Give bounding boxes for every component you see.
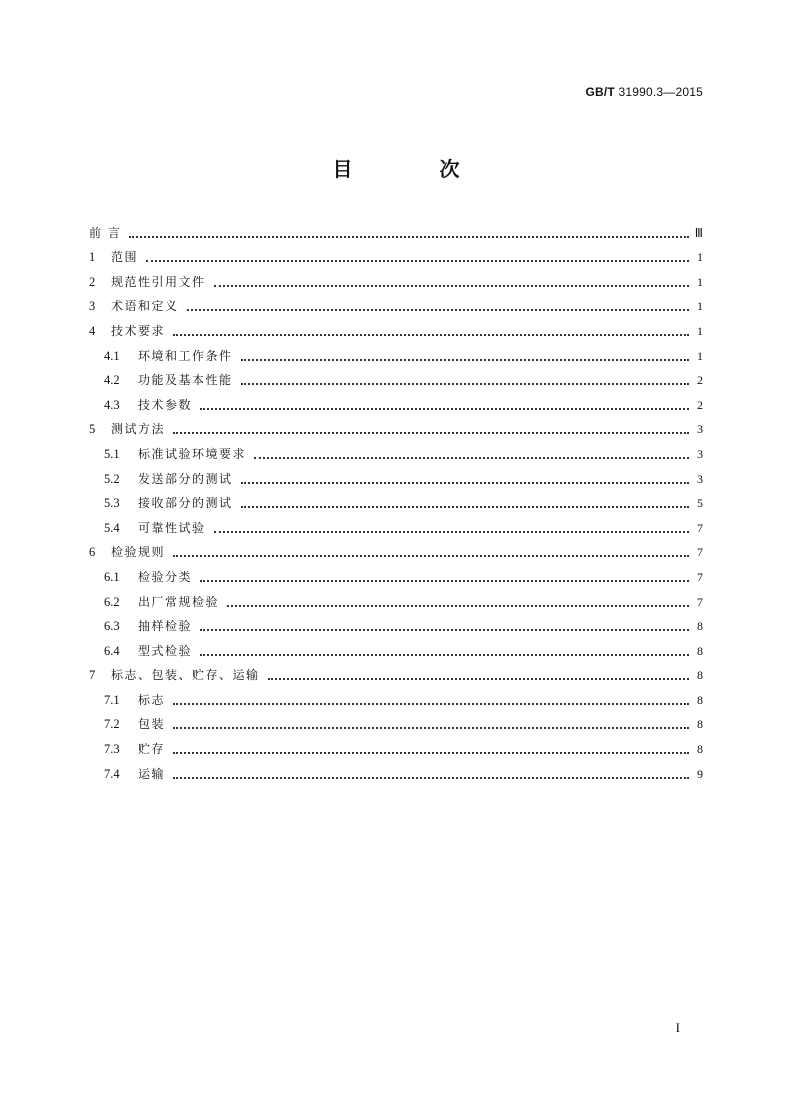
- toc-entry-label: 型式检验: [138, 643, 193, 658]
- toc-entry[interactable]: [89, 708, 703, 733]
- standard-code-number: 31990.3—2015: [618, 85, 703, 99]
- toc-entry[interactable]: [89, 560, 703, 585]
- toc-leader-dots: [241, 482, 689, 484]
- toc-entry-label: 功能及基本性能: [138, 373, 233, 388]
- toc-leader-dots: [227, 605, 689, 607]
- toc-entry-number: 5.4: [104, 520, 120, 535]
- toc-entry-page: 8: [697, 619, 703, 634]
- toc-leader-dots: [173, 555, 689, 557]
- toc-leader-dots: [200, 580, 689, 582]
- toc-entry-page: 3: [697, 422, 703, 437]
- toc-entry-number: 1: [89, 250, 96, 265]
- toc-entry[interactable]: [89, 364, 703, 389]
- toc-leader-dots: [146, 260, 689, 262]
- toc-entry[interactable]: [89, 290, 703, 315]
- toc-entry-number: 4.3: [104, 397, 120, 412]
- toc-leader-dots: [200, 629, 689, 631]
- toc-entry-page: 9: [697, 766, 703, 781]
- toc-entry-page: Ⅲ: [694, 225, 703, 240]
- toc-leader-dots: [173, 334, 689, 336]
- toc-entry-label: 前 言: [89, 225, 122, 240]
- toc-entry-label: 运输: [138, 766, 166, 781]
- toc-entry-label: 测试方法: [111, 422, 166, 437]
- toc-entry[interactable]: [89, 388, 703, 413]
- toc-entry-number: 6.4: [104, 643, 120, 658]
- toc-leader-dots: [173, 727, 689, 729]
- toc-leader-dots: [214, 531, 689, 533]
- toc-entry[interactable]: [89, 659, 703, 684]
- standard-code-prefix: GB/T: [585, 85, 615, 99]
- toc-entry-number: 7.4: [104, 766, 120, 781]
- toc-entry-number: 5.2: [104, 471, 120, 486]
- toc-entry-page: 3: [697, 446, 703, 461]
- toc-entry-label: 检验规则: [111, 545, 166, 560]
- toc-entry-number: 4.2: [104, 373, 120, 388]
- toc-entry-label: 技术要求: [111, 323, 166, 338]
- toc-entry[interactable]: [89, 536, 703, 561]
- table-of-contents: [89, 216, 703, 782]
- toc-leader-dots: [241, 506, 689, 508]
- toc-leader-dots: [200, 408, 689, 410]
- toc-entry-label: 标准试验环境要求: [138, 446, 247, 461]
- toc-entry-number: 7.2: [104, 717, 120, 732]
- toc-entry-label: 接收部分的测试: [138, 496, 233, 511]
- toc-leader-dots: [173, 777, 689, 779]
- toc-leader-dots: [173, 752, 689, 754]
- toc-entry-label: 术语和定义: [111, 299, 179, 314]
- toc-entry-label: 出厂常规检验: [138, 594, 220, 609]
- toc-entry-label: 技术参数: [138, 397, 193, 412]
- toc-entry-page: 8: [697, 717, 703, 732]
- toc-entry-number: 5.1: [104, 446, 120, 461]
- toc-entry-number: 7.3: [104, 742, 120, 757]
- toc-entry-number: 6.2: [104, 594, 120, 609]
- toc-leader-dots: [173, 703, 689, 705]
- toc-entry[interactable]: [89, 732, 703, 757]
- toc-entry-label: 贮存: [138, 742, 166, 757]
- toc-leader-dots: [268, 678, 689, 680]
- toc-entry-page: 8: [697, 643, 703, 658]
- toc-entry[interactable]: [89, 757, 703, 782]
- toc-entry-label: 范围: [111, 250, 139, 265]
- toc-entry-label: 环境和工作条件: [138, 348, 233, 363]
- toc-entry-page: 7: [697, 520, 703, 535]
- toc-entry-number: 7: [89, 668, 96, 683]
- toc-entry-label: 标志: [138, 692, 166, 707]
- toc-entry-number: 7.1: [104, 692, 120, 707]
- toc-entry-number: 4.1: [104, 348, 120, 363]
- toc-entry[interactable]: [89, 265, 703, 290]
- toc-entry[interactable]: [89, 511, 703, 536]
- toc-entry-page: 1: [697, 348, 703, 363]
- toc-leader-dots: [214, 285, 689, 287]
- toc-entry[interactable]: [89, 634, 703, 659]
- toc-entry-page: 2: [697, 373, 703, 388]
- toc-entry-label: 发送部分的测试: [138, 471, 233, 486]
- toc-entry-number: 6: [89, 545, 96, 560]
- toc-entry-page: 2: [697, 397, 703, 412]
- toc-entry[interactable]: [89, 437, 703, 462]
- toc-entry-number: 3: [89, 299, 96, 314]
- toc-entry[interactable]: [89, 314, 703, 339]
- toc-entry[interactable]: [89, 585, 703, 610]
- toc-entry-page: 5: [697, 496, 703, 511]
- toc-entry-page: 7: [697, 594, 703, 609]
- toc-entry-number: 5.3: [104, 496, 120, 511]
- toc-entry-page: 7: [697, 569, 703, 584]
- toc-leader-dots: [241, 359, 689, 361]
- toc-entry[interactable]: [89, 339, 703, 364]
- toc-entry-label: 规范性引用文件: [111, 274, 206, 289]
- toc-leader-dots: [187, 309, 689, 311]
- footer-page-number: I: [675, 1020, 680, 1035]
- toc-entry-label: 检验分类: [138, 569, 193, 584]
- toc-entry-number: 6.3: [104, 619, 120, 634]
- toc-entry-label: 可靠性试验: [138, 520, 206, 535]
- toc-entry-page: 1: [697, 250, 703, 265]
- toc-entry[interactable]: [89, 462, 703, 487]
- toc-entry-number: 5: [89, 422, 96, 437]
- toc-entry-number: 4: [89, 323, 96, 338]
- toc-leader-dots: [200, 654, 689, 656]
- toc-entry-page: 1: [697, 323, 703, 338]
- toc-entry[interactable]: [89, 683, 703, 708]
- standard-code: [586, 85, 704, 99]
- toc-entry-page: 8: [697, 668, 703, 683]
- page-title: 目 次: [332, 157, 500, 181]
- toc-entry-page: 3: [697, 471, 703, 486]
- toc-leader-dots: [241, 383, 689, 385]
- toc-entry-page: 1: [697, 274, 703, 289]
- toc-entry-page: 7: [697, 545, 703, 560]
- toc-entry-label: 包装: [138, 717, 166, 732]
- toc-entry[interactable]: [89, 413, 703, 438]
- toc-leader-dots: [129, 236, 688, 238]
- toc-entry-number: 6.1: [104, 569, 120, 584]
- toc-entry-number: 2: [89, 274, 96, 289]
- toc-leader-dots: [254, 457, 689, 459]
- toc-entry-label: 标志、包装、贮存、运输: [111, 668, 260, 683]
- toc-entry-label: 抽样检验: [138, 619, 193, 634]
- toc-entry-page: 8: [697, 742, 703, 757]
- toc-entry[interactable]: [89, 487, 703, 512]
- toc-entry-page: 8: [697, 692, 703, 707]
- toc-entry[interactable]: [89, 241, 703, 266]
- toc-entry-page: 1: [697, 299, 703, 314]
- toc-leader-dots: [173, 432, 689, 434]
- toc-entry[interactable]: [89, 610, 703, 635]
- toc-entry[interactable]: [89, 216, 703, 241]
